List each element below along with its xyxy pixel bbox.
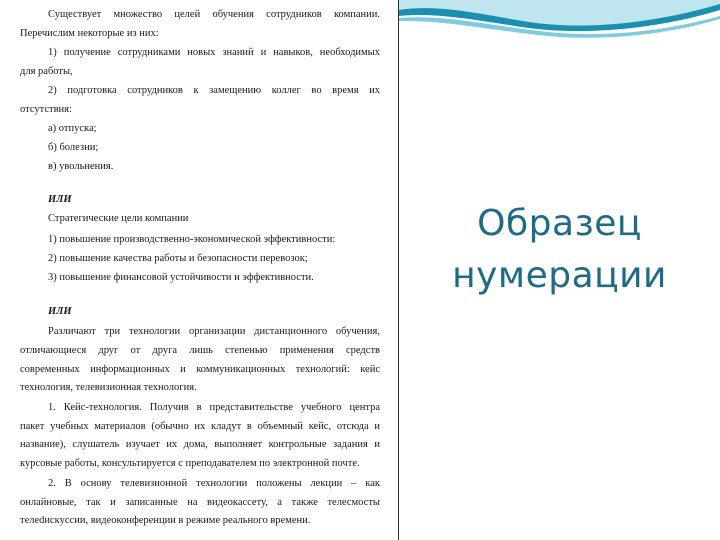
document-line: ИЛИ — [48, 194, 72, 205]
document-line: телеdискуссии, видеоконференции в режиме реального времени. — [20, 515, 311, 526]
document-line: б) болезни; — [48, 142, 99, 153]
document-line: пакет учебных материалов (обычно их кладут в объемный кейс, отсюда и — [20, 421, 380, 432]
document-line: а) отпуска; — [48, 123, 97, 134]
slide-title-line-2: нумерации — [452, 255, 667, 296]
document-line: современных информационных и коммуникационных технологий: кейс — [20, 364, 380, 375]
document-line: Стратегические цели компании — [48, 213, 189, 224]
document-line: 2. В основу телевизионной технологии положены лекции – как — [48, 478, 380, 489]
document-line: 2) подготовка сотрудников к замещению коллег во время их — [48, 85, 380, 96]
document-line: для работы, — [20, 66, 73, 77]
document-line: Перечислим некоторые из них: — [20, 28, 159, 39]
document-line: курсовые работы, консультируется с преподавателем по электронной почте. — [20, 458, 360, 469]
document-line: 1) получение сотрудниками новых знаний и навыков, необходимых — [48, 47, 380, 58]
decorative-waves — [399, 0, 720, 40]
document-line: 1. Кейс-технология. Получив в представительстве учебного центра — [48, 402, 380, 413]
document-line: 2) повышение качества работы и безопасности перевозок; — [48, 253, 308, 264]
document-line: название), слушатель изучает их дома, выполняет контрольные задания и — [20, 439, 380, 450]
slide-title-line-1: Образец — [477, 203, 642, 244]
document-line: 1) повышение производственно-экономической эффективности: — [48, 234, 336, 245]
document-line: онлайновые, так и записанные на видеокассету, а также телесмосты — [20, 497, 380, 508]
document-line: Существует множество целей обучения сотрудников компании. — [48, 9, 380, 20]
document-line: 3) повышение финансовой устойчивости и эффективности. — [48, 272, 314, 283]
document-line: Различают три технологии организации дистанционного обучения, — [48, 326, 380, 337]
document-line: в) увольнения. — [48, 161, 114, 172]
slide-panel — [399, 0, 720, 540]
document-line: технология, телевизионная технология. — [20, 382, 197, 393]
document-line: отсутствия: — [20, 104, 72, 115]
document-line: ИЛИ — [48, 306, 72, 317]
document-line: отличающиеся друг от друга лишь степенью применения средств — [20, 345, 380, 356]
slide-title — [399, 198, 720, 302]
